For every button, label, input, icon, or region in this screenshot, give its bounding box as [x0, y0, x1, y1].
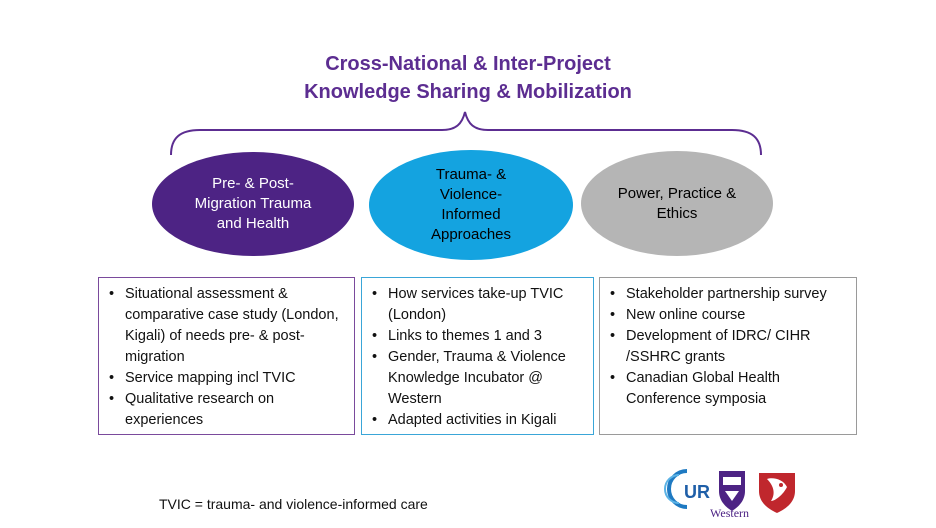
list-item: • Links to themes 1 and 3	[368, 326, 585, 347]
shield-logo-icon	[759, 473, 795, 513]
theme-label: Power, Practice & Ethics	[617, 184, 737, 222]
theme-label: Trauma- & Violence-Informed Approaches	[430, 166, 512, 243]
list-item: • Service mapping incl TVIC	[105, 368, 346, 389]
list-item: • New online course	[606, 305, 848, 326]
list-item: • Situational assessment & comparative case study (London, Kigali) of needs pre- & post-migration	[105, 284, 346, 368]
svg-text:UR: UR	[684, 482, 710, 502]
theme-label: Pre- & Post-Migration Trauma and Health	[194, 175, 312, 232]
activities-box-1	[98, 277, 355, 435]
list-item: • How services take-up TVIC (London)	[368, 284, 585, 326]
list-item: • Stakeholder partnership survey	[606, 284, 848, 305]
western-crest-logo-icon	[719, 471, 745, 511]
theme-ellipse-power-ethics	[581, 151, 773, 256]
footnote: TVIC = trauma- and violence-informed care	[159, 496, 428, 512]
title-line-2: Knowledge Sharing & Mobilization	[304, 81, 632, 103]
activities-box-2	[361, 277, 594, 435]
list-item: • Qualitative research on experiences	[105, 389, 346, 431]
list-item: • Adapted activities in Kigali	[368, 410, 585, 431]
western-logo-text: Western	[710, 506, 750, 520]
theme-ellipse-migration-trauma	[152, 152, 354, 256]
title-line-1: Cross-National & Inter-Project	[325, 53, 611, 75]
activities-box-3	[599, 277, 857, 435]
list-item: • Gender, Trauma & Violence Knowledge Incubator @ Western	[368, 347, 585, 410]
theme-ellipse-tvic-approaches	[369, 150, 573, 260]
university-of-rwanda-logo-icon	[665, 471, 710, 507]
list-item: • Development of IDRC/ CIHR /SSHRC grants	[606, 326, 848, 368]
list-item: • Canadian Global Health Conference symposia	[606, 368, 848, 410]
